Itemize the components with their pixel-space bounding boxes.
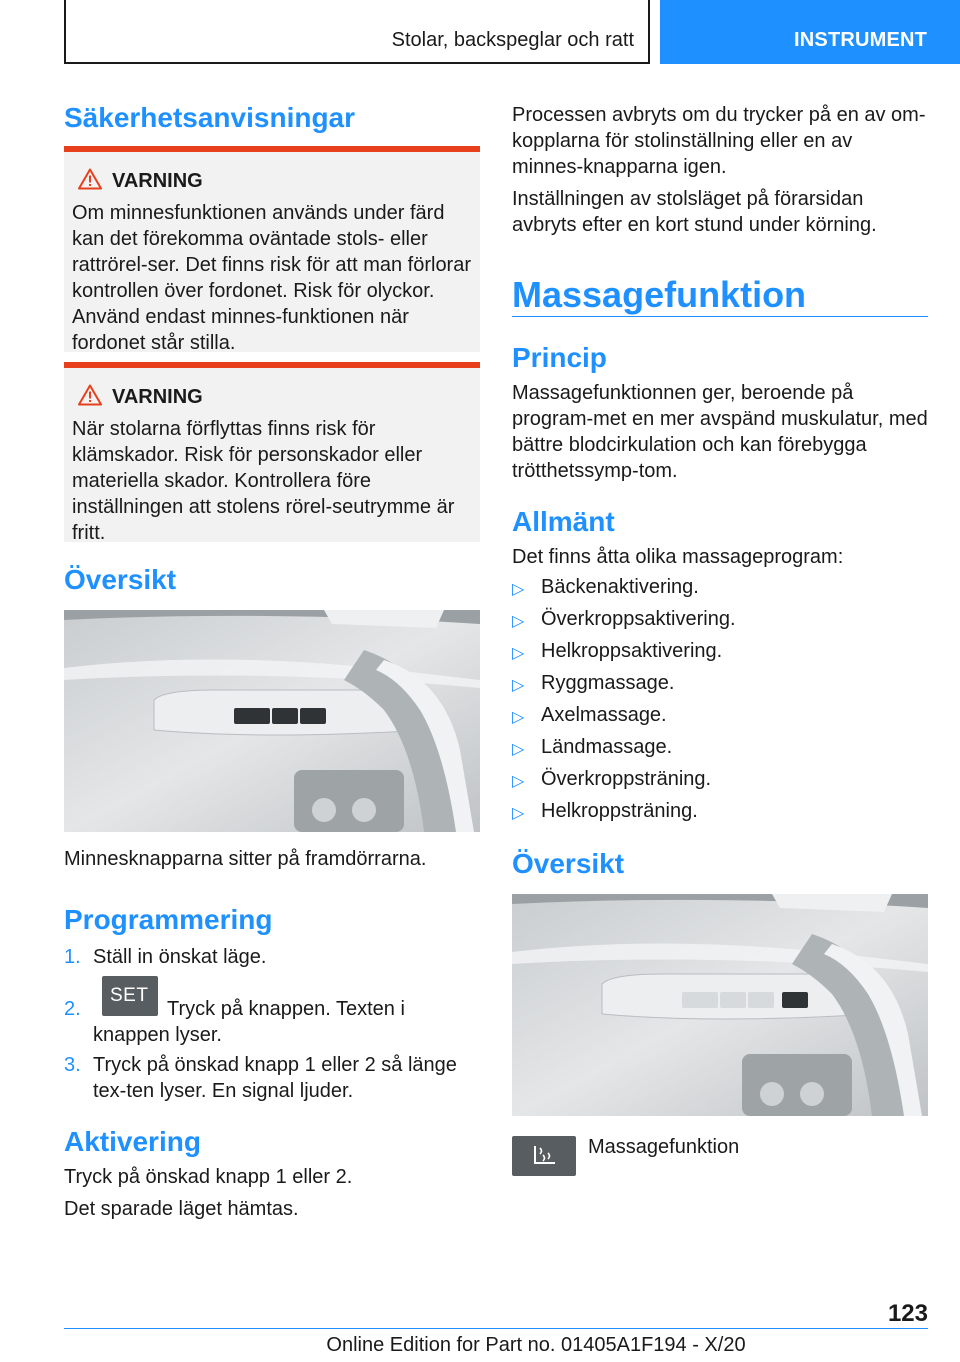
safety-heading: Säkerhetsanvisningar <box>64 102 356 133</box>
warning-text: Om minnesfunktionen används under färd kan det förekomma oväntade stols- eller rattrörel-ser. Det finns risk för att man förlorar kontrollen över fordonet. Risk för olyckor. Använd endast minnes-funktionen när fordonet står stilla. <box>72 202 472 354</box>
cancel-text: Inställningen av stolsläget på förarsidan avbryts efter en kort stund under körning. <box>512 188 877 236</box>
warning-title: VARNING <box>112 170 203 192</box>
activation-text: Tryck på önskad knapp 1 eller 2. <box>64 1166 353 1188</box>
step-number: 3. <box>64 1054 81 1076</box>
bullet-icon: ▷ <box>512 741 525 758</box>
bullet-icon: ▷ <box>512 677 525 694</box>
warning-title: VARNING <box>112 386 203 408</box>
set-button-label: SET <box>110 985 149 1006</box>
list-item: Axelmassage. <box>541 704 667 726</box>
list-item: Ryggmassage. <box>541 672 675 694</box>
step-text: Ställ in önskat läge. <box>93 946 267 968</box>
header-section-title: Stolar, backspeglar och ratt <box>391 29 634 51</box>
footer-edition-text: Online Edition for Part no. 01405A1F194 - X/20 <box>326 1334 746 1356</box>
general-text: Det finns åtta olika massageprogram: <box>512 546 844 568</box>
list-item: Helkroppsträning. <box>541 800 698 822</box>
overview-heading: Översikt <box>512 848 625 879</box>
door-massage-button-photo <box>512 894 928 1116</box>
massage-button-icon <box>512 1136 576 1176</box>
bullet-icon: ▷ <box>512 805 525 822</box>
bullet-icon: ▷ <box>512 613 525 630</box>
general-heading: Allmänt <box>512 506 615 537</box>
list-item: Överkroppsaktivering. <box>541 608 736 630</box>
step-text: Tryck på önskad knapp 1 eller 2 så länge tex-ten lyser. En signal ljuder. <box>93 1054 457 1102</box>
footer-rule <box>64 1328 928 1329</box>
principle-text: Massagefunktionnen ger, beroende på program-met en mer avspänd muskulatur, med bättre blodcirkulation och kan förebygga trötthetssymp-tom. <box>512 382 928 482</box>
bullet-icon: ▷ <box>512 709 525 726</box>
principle-heading: Princip <box>512 342 607 373</box>
door-memory-buttons-photo <box>64 610 480 832</box>
massage-heading: Massagefunktion <box>512 274 807 315</box>
massage-button-caption: Massagefunktion <box>588 1136 740 1158</box>
step-text: Tryck på knappen. Texten i knappen lyser. <box>93 998 405 1046</box>
warning-box-memory <box>64 146 480 352</box>
warning-triangle-icon <box>78 168 102 190</box>
programming-heading: Programmering <box>64 904 273 935</box>
activation-text: Det sparade läget hämtas. <box>64 1198 299 1220</box>
header-tab-label: INSTRUMENT <box>794 29 928 51</box>
activation-heading: Aktivering <box>64 1126 201 1157</box>
overview-caption: Minnesknapparna sitter på framdörrarna. <box>64 848 427 870</box>
list-item: Bäckenaktivering. <box>541 576 699 598</box>
section-rule <box>512 316 928 317</box>
header-section-box <box>64 0 650 64</box>
header-tab-instrument[interactable] <box>660 0 960 64</box>
warning-box-pinch <box>64 362 480 542</box>
step-number: 2. <box>64 998 81 1020</box>
bullet-icon: ▷ <box>512 645 525 662</box>
page-number: 123 <box>887 1300 928 1327</box>
list-item: Överkroppsträning. <box>541 768 712 790</box>
list-item: Ländmassage. <box>541 736 673 758</box>
step-number: 1. <box>64 946 81 968</box>
footer-edition <box>0 1334 960 1357</box>
bullet-icon: ▷ <box>512 773 525 790</box>
cancel-text: Processen avbryts om du trycker på en av om-kopplarna för stolinställning eller en av minnes-knapparna igen. <box>512 104 926 178</box>
warning-text: När stolarna förflyttas finns risk för klämskador. Risk för personskador eller materiella skador. Kontrollera före inställningen att stolens rörel-seutrymme är fritt. <box>72 418 455 544</box>
list-item: Helkroppsaktivering. <box>541 640 723 662</box>
bullet-icon: ▷ <box>512 581 525 598</box>
overview-heading: Översikt <box>64 564 177 595</box>
warning-triangle-icon <box>78 384 102 406</box>
